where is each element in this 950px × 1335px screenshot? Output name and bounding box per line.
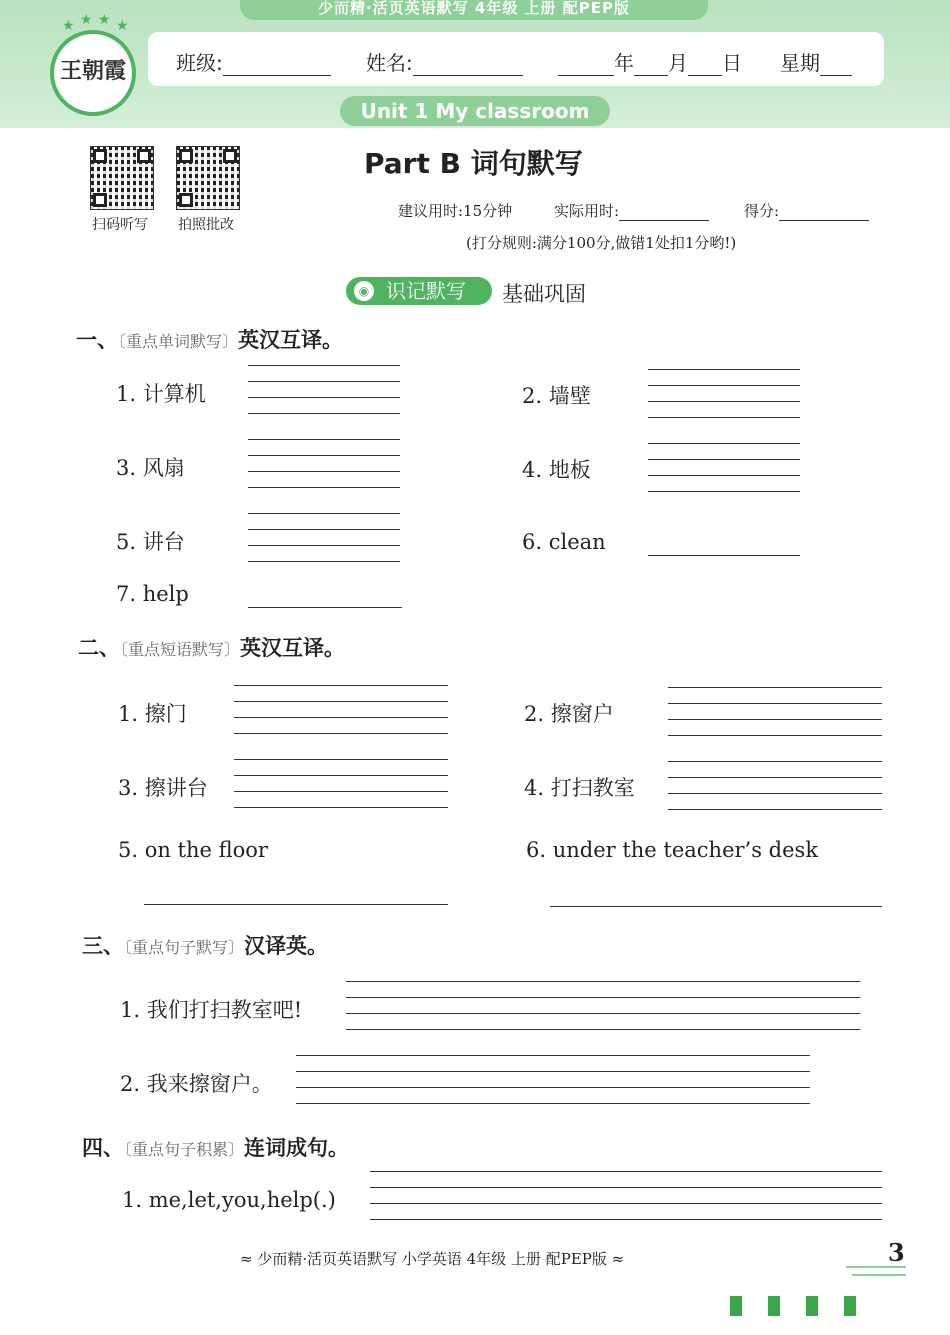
list-item: 2. 墙壁 bbox=[522, 384, 591, 408]
writing-line[interactable] bbox=[234, 717, 448, 718]
writing-line[interactable] bbox=[668, 687, 882, 688]
actual-time-blank[interactable] bbox=[619, 204, 709, 221]
section-1-tag: 〔重点单词默写〕 bbox=[118, 332, 239, 351]
writing-line[interactable] bbox=[234, 759, 448, 760]
star-icon: ★ bbox=[116, 18, 129, 34]
name-blank[interactable] bbox=[413, 57, 523, 76]
writing-line[interactable] bbox=[248, 413, 400, 414]
writing-line[interactable] bbox=[248, 561, 400, 562]
suggested-time: 建议用时:15分钟 bbox=[398, 202, 513, 220]
class-blank[interactable] bbox=[223, 57, 331, 76]
year-label: 年 bbox=[614, 51, 634, 75]
footer-wave bbox=[846, 1266, 906, 1268]
page-number: 3 bbox=[888, 1238, 905, 1267]
writing-line[interactable] bbox=[234, 701, 448, 702]
writing-line[interactable] bbox=[648, 417, 800, 418]
section-2-instruction: 英汉互译。 bbox=[240, 636, 346, 660]
footer-wave bbox=[852, 1274, 906, 1276]
section-2-heading bbox=[78, 632, 345, 662]
score-field[interactable] bbox=[744, 200, 869, 221]
writing-line[interactable] bbox=[296, 1087, 810, 1088]
section-4-instruction: 连词成句。 bbox=[244, 1136, 350, 1160]
answer-line[interactable] bbox=[550, 906, 882, 907]
star-icon: ★ bbox=[80, 12, 93, 28]
section-4-heading bbox=[82, 1132, 349, 1162]
writing-line[interactable] bbox=[248, 471, 400, 472]
writing-line[interactable] bbox=[668, 809, 882, 810]
star-icon: ★ bbox=[62, 18, 75, 34]
writing-line[interactable] bbox=[648, 491, 800, 492]
name-field[interactable] bbox=[366, 47, 523, 76]
answer-line[interactable] bbox=[144, 904, 448, 905]
year-blank[interactable] bbox=[558, 57, 614, 76]
list-item: 4. 地板 bbox=[522, 458, 591, 482]
list-item: 1. me,let,you,help(.) bbox=[122, 1188, 336, 1212]
actual-time-label: 实际用时: bbox=[554, 202, 620, 220]
logo-text: 王朝霞 bbox=[59, 59, 126, 84]
writing-line[interactable] bbox=[248, 397, 400, 398]
writing-line[interactable] bbox=[648, 475, 800, 476]
section-3-heading bbox=[82, 930, 328, 960]
score-blank[interactable] bbox=[779, 204, 869, 221]
writing-line[interactable] bbox=[668, 735, 882, 736]
writing-line[interactable] bbox=[370, 1203, 882, 1204]
writing-line[interactable] bbox=[370, 1219, 882, 1220]
footer-square bbox=[844, 1296, 856, 1316]
qr-code-listen[interactable] bbox=[90, 146, 154, 210]
writing-line[interactable] bbox=[248, 455, 400, 456]
unit-banner: Unit 1 My classroom bbox=[340, 96, 610, 126]
day-label: 日 bbox=[722, 51, 742, 75]
list-item: 6. clean bbox=[522, 530, 606, 554]
list-item: 2. 擦窗户 bbox=[524, 702, 614, 726]
answer-line[interactable] bbox=[248, 607, 402, 608]
section-1-heading bbox=[76, 324, 343, 354]
section-1-number: 一、 bbox=[76, 328, 118, 352]
section-3-tag: 〔重点句子默写〕 bbox=[124, 938, 245, 957]
writing-line[interactable] bbox=[668, 793, 882, 794]
section-1-instruction: 英汉互译。 bbox=[238, 328, 344, 352]
list-item: 7. help bbox=[116, 582, 189, 606]
footer-square bbox=[806, 1296, 818, 1316]
writing-line[interactable] bbox=[346, 997, 860, 998]
actual-time-field[interactable] bbox=[554, 200, 709, 221]
section-banner-title: 基础巩固 bbox=[502, 282, 586, 306]
qr-label-grade: 拍照批改 bbox=[178, 217, 234, 233]
class-field[interactable] bbox=[176, 47, 331, 76]
writing-line[interactable] bbox=[370, 1171, 882, 1172]
writing-line[interactable] bbox=[648, 443, 800, 444]
footer-square bbox=[768, 1296, 780, 1316]
footer-text: ≈ 少而精·活页英语默写 小学英语 4年级 上册 配PEP版 ≈ bbox=[240, 1250, 625, 1268]
month-blank[interactable] bbox=[634, 57, 668, 76]
month-label: 月 bbox=[668, 51, 688, 75]
weekday-blank[interactable] bbox=[820, 57, 852, 76]
section-3-number: 三、 bbox=[82, 934, 124, 958]
scoring-rule: (打分规则:满分100分,做错1处扣1分哟!) bbox=[466, 234, 737, 252]
writing-line[interactable] bbox=[648, 385, 800, 386]
writing-line[interactable] bbox=[648, 401, 800, 402]
writing-line[interactable] bbox=[648, 459, 800, 460]
list-item: 1. 我们打扫教室吧! bbox=[120, 998, 303, 1022]
writing-line[interactable] bbox=[370, 1187, 882, 1188]
list-item: 3. 风扇 bbox=[116, 456, 185, 480]
writing-line[interactable] bbox=[234, 733, 448, 734]
writing-line[interactable] bbox=[248, 381, 400, 382]
list-item: 3. 擦讲台 bbox=[118, 776, 208, 800]
section-3-instruction: 汉译英。 bbox=[244, 934, 329, 958]
score-label: 得分: bbox=[744, 202, 780, 220]
medal-icon: ◉ bbox=[354, 281, 374, 301]
writing-line[interactable] bbox=[668, 719, 882, 720]
writing-line[interactable] bbox=[248, 365, 400, 366]
writing-line[interactable] bbox=[668, 777, 882, 778]
list-item: 1. 擦门 bbox=[118, 702, 187, 726]
writing-line[interactable] bbox=[296, 1103, 810, 1104]
writing-line[interactable] bbox=[248, 529, 400, 530]
weekday-field[interactable] bbox=[780, 47, 852, 76]
name-label: 姓名: bbox=[366, 51, 413, 75]
qr-label-listen: 扫码听写 bbox=[92, 217, 148, 233]
section-4-tag: 〔重点句子积累〕 bbox=[124, 1140, 245, 1159]
list-item: 5. 讲台 bbox=[116, 530, 185, 554]
list-item: 1. 计算机 bbox=[116, 382, 206, 406]
answer-line[interactable] bbox=[648, 555, 800, 556]
footer-square bbox=[730, 1296, 742, 1316]
writing-line[interactable] bbox=[234, 807, 448, 808]
section-2-number: 二、 bbox=[78, 636, 120, 660]
writing-line[interactable] bbox=[248, 487, 400, 488]
list-item: 5. on the floor bbox=[118, 838, 268, 862]
class-label: 班级: bbox=[176, 51, 223, 75]
writing-line[interactable] bbox=[234, 791, 448, 792]
writing-line[interactable] bbox=[296, 1055, 810, 1056]
section-4-number: 四、 bbox=[82, 1136, 124, 1160]
writing-line[interactable] bbox=[248, 439, 400, 440]
writing-line[interactable] bbox=[346, 1013, 860, 1014]
writing-line[interactable] bbox=[668, 703, 882, 704]
writing-line[interactable] bbox=[346, 1029, 860, 1030]
weekday-label: 星期 bbox=[780, 51, 820, 75]
writing-line[interactable] bbox=[248, 545, 400, 546]
page-title: Part B 词句默写 bbox=[364, 147, 583, 180]
writing-line[interactable] bbox=[234, 685, 448, 686]
date-field[interactable] bbox=[558, 47, 742, 76]
writing-line[interactable] bbox=[668, 761, 882, 762]
list-item: 2. 我来擦窗户。 bbox=[120, 1072, 273, 1096]
writing-line[interactable] bbox=[248, 513, 400, 514]
section-2-tag: 〔重点短语默写〕 bbox=[120, 640, 241, 659]
list-item: 6. under the teacher’s desk bbox=[526, 838, 819, 862]
qr-code-grade[interactable] bbox=[176, 146, 240, 210]
day-blank[interactable] bbox=[688, 57, 722, 76]
series-banner: 少而精·活页英语默写 4年级 上册 配PEP版 bbox=[240, 0, 708, 20]
writing-line[interactable] bbox=[648, 369, 800, 370]
writing-line[interactable] bbox=[234, 775, 448, 776]
pill-label: 识记默写 bbox=[386, 279, 466, 303]
list-item: 4. 打扫教室 bbox=[524, 776, 635, 800]
star-icon: ★ bbox=[98, 12, 111, 28]
writing-line[interactable] bbox=[346, 981, 860, 982]
writing-line[interactable] bbox=[296, 1071, 810, 1072]
